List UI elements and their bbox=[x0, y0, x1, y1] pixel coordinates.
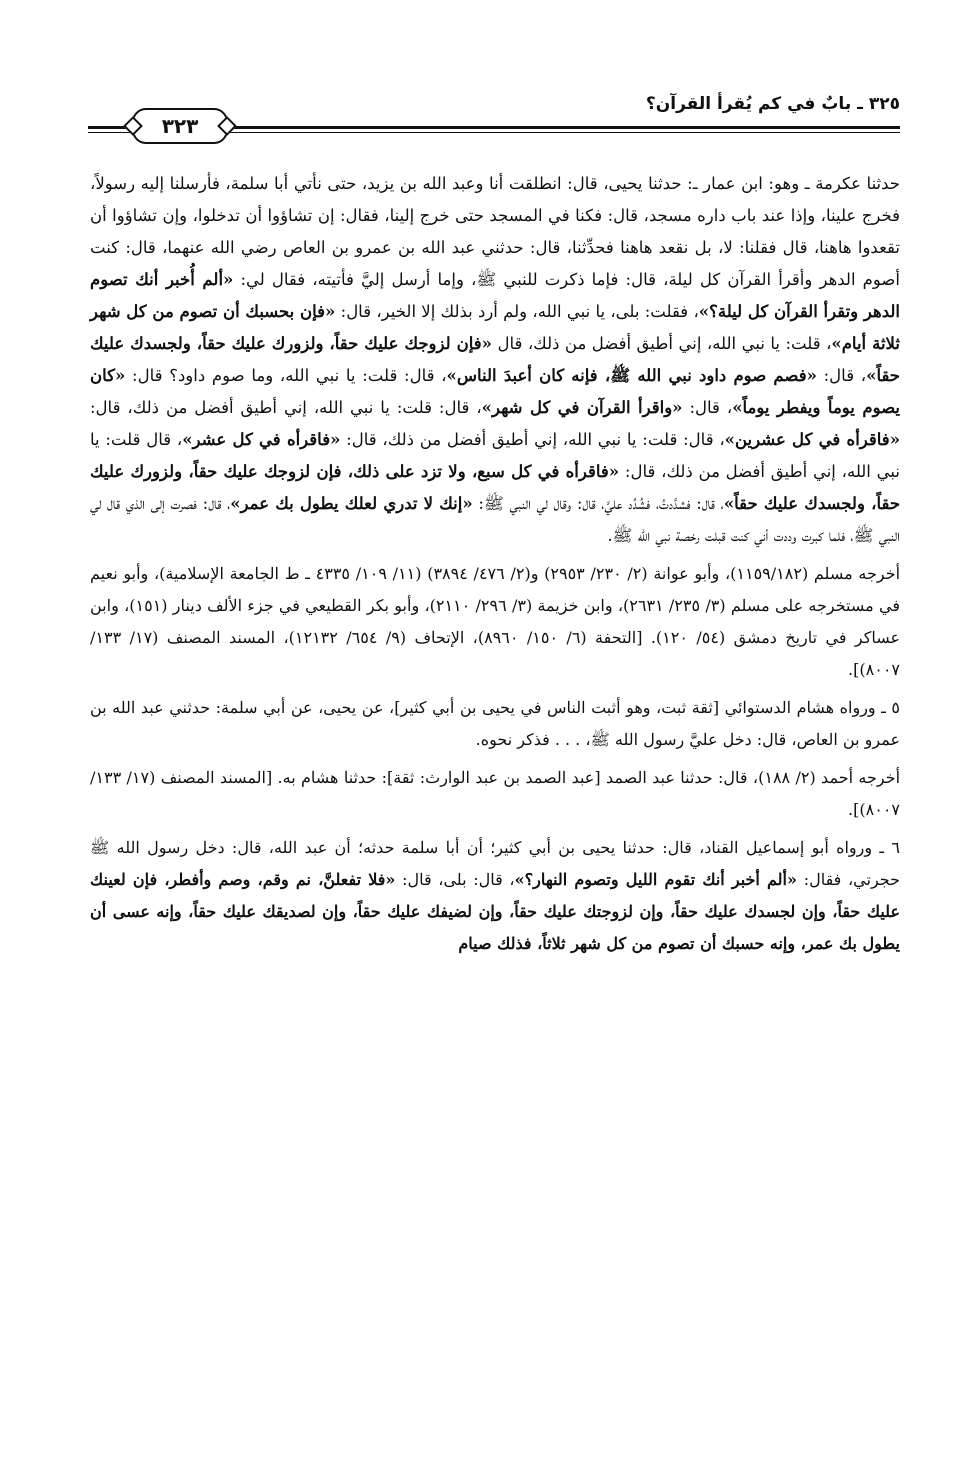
source-paragraph bbox=[90, 762, 900, 826]
prophetic-quote: «فاقرأه في كل عشر» bbox=[182, 430, 341, 449]
text-segment: ، قال: bbox=[816, 366, 867, 385]
hadith-paragraph bbox=[90, 168, 900, 552]
text-segment: حدثنا عكرمة ـ وهو: ابن عمار ـ: حدثنا يحيى، قال: انطلقت أنا وعبد الله بن يزيد، حتى نأتي أبا سلمة، فأرسلنا إليه رسولاً، فخرج علينا، وإذا عند باب داره مسجد، قال: فكنا في المسجد حتى خرج إلينا، فقال: إن تشاؤوا أن تدخلوا، وإن تشاؤوا أن تقعدوا هاهنا، قال فقلنا: لا، بل نقعد هاهنا فحدِّثنا، قال: حدثني عبد الله بن عمرو بن العاص رضي الله عنهما، قال: كنت أصوم الدهر وأقرأ القرآن كل ليلة، قال: فإما ذكرت للنبي ﷺ، وإما أرسل إليَّ فأتيته، فقال لي: bbox=[90, 174, 900, 289]
prophetic-quote: «فاقرأه في كل عشرين» bbox=[724, 430, 901, 449]
text-segment: ، فقلت: بلى، يا نبي الله، ولم أرد بذلك إلا الخير، قال: bbox=[335, 302, 699, 321]
prophetic-quote: «إنك لا تدري لعلك يطول بك عمر» bbox=[230, 494, 473, 513]
text-segment: ، قال: قلت: يا نبي الله، وما صوم داود؟ قال: bbox=[125, 366, 447, 385]
prophetic-quote: «فإن لزوجك عليك حقاً، ولزورك عليك حقاً، ولجسدك عليك حقاً» bbox=[90, 334, 901, 385]
prophetic-quote: «فلا تفعلنَّ، نم وقم، وصم وأفطر، فإن لعينك عليك حقاً، وإن لجسدك عليك حقاً، وإن لزوجتك عليك حقاً، وإن لضيفك عليك حقاً، وإن لصديقك عليك حقاً، وإنه عسى أن يطول بك عمر، وإنه حسبك أن تصوم من كل شهر ثلاثاً، فذلك صيام bbox=[90, 870, 900, 953]
text-segment: ٦ ـ ورواه أبو إسماعيل القناد، قال: حدثنا يحيى بن أبي كثير؛ أن أبا سلمة حدثه؛ أن عبد الله، قال: دخل رسول الله ﷺ حجرتي، فقال: bbox=[90, 838, 900, 889]
chain-paragraph bbox=[90, 692, 900, 756]
chain-paragraph bbox=[90, 832, 900, 960]
page-body bbox=[90, 168, 900, 966]
prophetic-quote: «فإن بحسبك أن تصوم من كل شهر ثلاثة أيام» bbox=[90, 302, 900, 353]
prophetic-quote: «فاقرأه في كل سبع، ولا تزد على ذلك، فإن لزوجك عليك حقاً، ولزورك عليك حقاً، ولجسدك عليك حقاً» bbox=[90, 462, 901, 513]
prophetic-quote: «ألم أُخبر أنك تصوم الدهر وتقرأ القرآن كل ليلة؟» bbox=[90, 270, 900, 321]
text-segment: ، قال: بلى، قال: bbox=[395, 870, 515, 889]
running-title: ٣٢٥ ـ بابٌ في كم يُقرأ القرآن؟ bbox=[645, 94, 900, 114]
text-segment: ، قال: bbox=[682, 398, 733, 417]
source-paragraph bbox=[90, 558, 900, 686]
text-segment: أخرجه مسلم (١١٥٩/١٨٢)، وأبو عوانة (٢/ ٢٣٠/ ٢٩٥٣) و(٢/ ٤٧٦/ ٣٨٩٤) (١١/ ١٠٩/ ٤٣٣٥ ـ ط الجامعة الإسلامية)، وأبو نعيم في مستخرجه على مسلم (٣/ ٢٣٥/ ٢٦٣١)، وابن خزيمة (٣/ ٢٩٦/ ٢١١٠)، وأبو بكر القطيعي في جزء الألف دينار (١٥١)، وابن عساكر في تاريخ دمشق (٥٤/ ١٢٠). [التحفة (٦/ ١٥٠/ ٨٩٦٠)، الإتحاف (٩/ ٦٥٤/ ١٢١٣٢)، المسند المصنف (١٧/ ١٣٣/ ٨٠٠٧)]. bbox=[90, 564, 901, 679]
prophetic-quote: «واقرأ القرآن في كل شهر» bbox=[481, 398, 683, 417]
prophetic-quote: «كان يصوم يوماً ويفطر يوماً» bbox=[90, 366, 900, 417]
page-number-badge bbox=[132, 108, 228, 144]
page-header bbox=[88, 86, 900, 142]
text-segment: ، قال: فشدَّدتُ، فشُدِّد عليَّ، قال: وقال لي النبي ﷺ: bbox=[472, 494, 724, 513]
prophetic-quote: «ألم أخبر أنك تقوم الليل وتصوم النهار؟» bbox=[514, 870, 798, 889]
text-segment: ، قال: فصرت إلى الذي قال لي النبي ﷺ، فلما كبرت وددت أني كنت قبلت رخصة نبي الله ﷺ. bbox=[90, 494, 900, 545]
text-segment: ، قلت: يا نبي الله، إني أطيق أفضل من ذلك، قال bbox=[491, 334, 832, 353]
text-segment: ، قال قلت: يا نبي الله، إني أطيق أفضل من ذلك، قال: bbox=[90, 430, 900, 481]
prophetic-quote: «فصم صوم داود نبي الله ﷺ، فإنه كان أعبدَ الناس» bbox=[446, 366, 817, 385]
text-segment: أخرجه أحمد (٢/ ١٨٨)، قال: حدثنا عبد الصمد [عبد الصمد بن عبد الوارث: ثقة]: حدثنا هشام به. [المسند المصنف (١٧/ ١٣٣/ ٨٠٠٧)]. bbox=[90, 768, 901, 819]
text-segment: ، قال: قلت: يا نبي الله، إني أطيق أفضل من ذلك، قال: bbox=[340, 430, 725, 449]
page-number: ٣٢٣ bbox=[161, 114, 199, 138]
text-segment: ٥ ـ ورواه هشام الدستوائي [ثقة ثبت، وهو أثبت الناس في يحيى بن أبي كثير]، عن يحيى، عن أبي سلمة: حدثني عبد الله بن عمرو بن العاص، قال: دخل عليَّ رسول الله ﷺ، . . . فذكر نحوه. bbox=[90, 698, 900, 749]
text-segment: ، قال: قلت: يا نبي الله، إني أطيق أفضل من ذلك، قال: bbox=[90, 398, 482, 417]
